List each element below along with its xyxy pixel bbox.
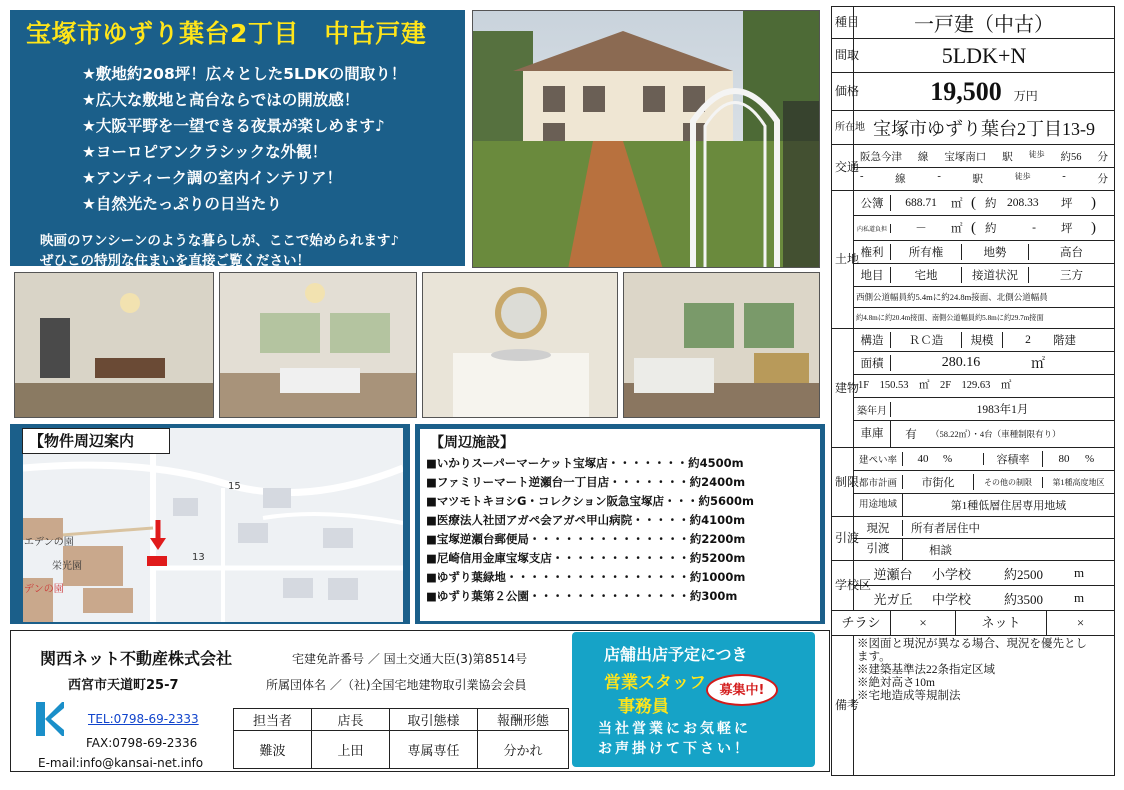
staff-header: 担当者 bbox=[234, 709, 312, 731]
map-label-eden: エデンの園 bbox=[24, 537, 74, 548]
road-note-1: 西側公道幅員約5.4mに約24.8m接面、北側公道幅員 bbox=[854, 287, 1114, 308]
city-plan-row bbox=[854, 471, 1114, 494]
category-value: 宅地 bbox=[891, 267, 962, 283]
elementary-distance: 約2500 bbox=[1004, 566, 1044, 582]
tagline-2: ぜひこの特別な住まいを直接ご覧ください！ bbox=[40, 253, 310, 269]
listing-title: 宝塚市ゆずり葉台2丁目 中古戸建 bbox=[26, 19, 427, 48]
feature-6: ★自然光たっぷりの日当たり bbox=[82, 195, 282, 213]
remark-3: ※建築基準法22条指定区域 bbox=[857, 664, 995, 676]
terrain-value: 高台 bbox=[1060, 247, 1083, 259]
garage-note: （58.22㎡）・4台（車種制限有り） bbox=[931, 429, 1061, 439]
elementary-unit: m bbox=[1074, 565, 1085, 580]
access-time: 約56 bbox=[1060, 152, 1082, 163]
access-line: 阪急今津 bbox=[860, 152, 902, 163]
property-type: 一戸建（中古） bbox=[854, 7, 1115, 39]
junior-high-unit: m bbox=[1074, 590, 1085, 605]
remark-4: ※絶対高さ10m bbox=[857, 677, 935, 689]
status-value: 所有者居住中 bbox=[911, 522, 980, 535]
bcr-label: 建ぺい率 bbox=[854, 452, 903, 466]
area-map[interactable] bbox=[23, 428, 403, 622]
company-logo-icon bbox=[36, 702, 64, 736]
floor-area-label: 面積 bbox=[854, 355, 891, 371]
ratio-row bbox=[854, 448, 1114, 471]
recruit-message-2: お声掛けて下さい！ bbox=[598, 741, 751, 757]
other-restriction-label: その他の制限 bbox=[974, 477, 1043, 488]
fax-number: FAX:0798-69-2336 bbox=[86, 736, 198, 750]
facilities-title: 【周辺施設】 bbox=[430, 435, 514, 451]
zone-row bbox=[854, 494, 1114, 516]
staff-value: 難波 bbox=[234, 731, 312, 769]
interior-photo-washroom bbox=[422, 272, 618, 418]
garage-value: 有 bbox=[905, 429, 917, 441]
private-road-area: － bbox=[915, 223, 927, 235]
facility-item: ■いかりスーパーマーケット宝塚店・・・・・・・約4500m bbox=[426, 456, 744, 470]
land-tsubo-unit: 坪 bbox=[1061, 198, 1073, 210]
access-fun: 分 bbox=[1097, 174, 1108, 185]
right-label: 権利 bbox=[854, 244, 891, 260]
floor-detail: 1F 150.53 ㎡ 2F 129.63 ㎡ bbox=[854, 375, 1114, 398]
floor-area-row bbox=[854, 352, 1114, 375]
access-eki: 駅 bbox=[972, 174, 983, 185]
map-label-eiko: 栄光園 bbox=[52, 561, 82, 572]
staff-header: 店長 bbox=[312, 709, 390, 731]
recruit-staff: 営業スタッフ bbox=[604, 673, 706, 693]
structure-value: ＲＣ造 bbox=[891, 332, 962, 348]
recruit-headline: 店舗出店予定につき bbox=[604, 645, 748, 664]
license-number: 宅建免許番号 ／ 国土交通大臣(3)第8514号 bbox=[292, 652, 528, 666]
feature-2: ★広大な敷地と高台ならではの開放感！ bbox=[82, 91, 360, 109]
access-label: 交通 bbox=[832, 145, 854, 191]
recruit-message-1: 当社営業にお気軽に bbox=[598, 721, 751, 737]
paren-open: ( bbox=[971, 219, 976, 236]
facility-item: ■マツモトキヨシG・コレクション阪急宝塚店・・・約5600m bbox=[426, 494, 754, 508]
junior-high-type: 中学校 bbox=[932, 591, 972, 607]
access-eki: 駅 bbox=[1002, 152, 1013, 163]
access-station: - bbox=[937, 171, 941, 182]
handover-label: 引渡 bbox=[832, 517, 854, 561]
timing-value: 相談 bbox=[929, 544, 952, 557]
address-value: 宝塚市ゆずり葉台2丁目13-9 bbox=[854, 111, 1115, 145]
staff-header: 報酬形態 bbox=[478, 709, 569, 731]
staff-value: 上田 bbox=[312, 731, 390, 769]
recruit-badge: 募集中! bbox=[706, 674, 778, 706]
junior-high-distance: 約3500 bbox=[1004, 591, 1044, 607]
structure-row bbox=[854, 329, 1114, 352]
far-label: 容積率 bbox=[984, 451, 1043, 467]
paren-close: ) bbox=[1091, 219, 1096, 236]
floor-area-unit: ㎡ bbox=[1031, 357, 1045, 372]
recruit-clerk: 事務員 bbox=[618, 697, 669, 717]
staff-header: 取引態様 bbox=[390, 709, 478, 731]
tagline-1: 映画のワンシーンのような暮らしが、ここで始められます♪ bbox=[40, 233, 400, 249]
email-address[interactable]: E-mail:info@kansai-net.info bbox=[38, 756, 204, 770]
access-fun: 分 bbox=[1097, 152, 1108, 163]
facility-item: ■ゆずり葉緑地・・・・・・・・・・・・・・・・約1000m bbox=[426, 570, 746, 584]
facility-item: ■ファミリーマート逆瀬台一丁目店・・・・・・・約2400m bbox=[426, 475, 746, 489]
access-sen: 線 bbox=[895, 174, 906, 185]
access-sen: 線 bbox=[917, 152, 929, 163]
interior-photo-dining bbox=[14, 272, 214, 418]
remark-2: ます。 bbox=[857, 651, 891, 663]
staff-value: 分かれ bbox=[478, 731, 569, 769]
interior-photo-bedroom bbox=[623, 272, 820, 418]
land-label: 土地 bbox=[832, 191, 854, 329]
school-label: 学校区 bbox=[832, 561, 854, 611]
staff-table bbox=[233, 708, 569, 769]
elementary-type: 小学校 bbox=[932, 566, 972, 582]
elementary-row bbox=[854, 561, 1114, 586]
road-value: 三方 bbox=[1060, 270, 1083, 282]
access-walk: 徒歩 bbox=[1028, 150, 1045, 159]
remark-1: ※図面と現況が異なる場合、現況を優先とし bbox=[857, 638, 1087, 650]
access-row-2 bbox=[854, 168, 1114, 189]
structure-label: 構造 bbox=[854, 332, 891, 348]
floor-area-value: 280.16 bbox=[941, 355, 981, 370]
restriction-label: 制限 bbox=[832, 448, 854, 517]
category-row bbox=[854, 264, 1114, 287]
paren-open: ( bbox=[971, 194, 976, 211]
land-tsubo: 208.33 bbox=[1007, 197, 1039, 209]
far-pct: % bbox=[1085, 453, 1095, 465]
city-plan-value: 市街化 bbox=[903, 474, 974, 490]
floors-value: 2 bbox=[1025, 334, 1031, 346]
access-row-1 bbox=[854, 146, 1114, 168]
feature-1: ★敷地約208坪！広々とした5LDKの間取り！ bbox=[82, 65, 407, 83]
access-time: - bbox=[1062, 171, 1066, 182]
staff-value: 専属専任 bbox=[390, 731, 478, 769]
land-area-row bbox=[854, 191, 1114, 216]
city-plan-label: 都市計画 bbox=[854, 475, 903, 489]
far-value: 80 bbox=[1058, 453, 1070, 465]
access-station: 宝塚南口 bbox=[944, 152, 987, 163]
facility-item: ■医療法人社団アガペ会アガペ甲山病院・・・・・約4100m bbox=[426, 513, 746, 527]
bcr-pct: % bbox=[943, 453, 984, 465]
price-value: 19,500 bbox=[930, 76, 1002, 106]
elementary-name: 逆瀬台 bbox=[873, 566, 913, 582]
company-name: 関西ネット不動産株式会社 bbox=[40, 649, 233, 668]
other-restriction-value: 第1種高度地区 bbox=[1052, 477, 1105, 487]
map-label-eden2: デンの園 bbox=[24, 584, 64, 595]
flyer-label: チラシ bbox=[832, 611, 891, 635]
price-label: 価格 bbox=[832, 73, 854, 111]
flyer-value: × bbox=[891, 611, 956, 635]
zone-value: 第1種低層住居専用地域 bbox=[950, 500, 1067, 512]
feature-4: ★ヨーロピアンクラシックな外観！ bbox=[82, 143, 328, 161]
paren-close: ) bbox=[1091, 194, 1096, 211]
company-address: 西宮市天道町25-7 bbox=[68, 678, 179, 693]
category-label: 地目 bbox=[854, 267, 891, 283]
exterior-photo bbox=[472, 10, 820, 268]
feature-5: ★アンティーク調の室内インテリア！ bbox=[82, 169, 343, 187]
timing-row bbox=[854, 539, 1114, 560]
junior-high-row bbox=[854, 586, 1114, 610]
land-area: 688.71 bbox=[905, 197, 937, 209]
land-m2: ㎡ bbox=[951, 198, 963, 210]
map-label-13: 13 bbox=[192, 552, 205, 563]
facility-item: ■ゆずり葉第２公園・・・・・・・・・・・・・・約300m bbox=[426, 589, 738, 603]
built-row bbox=[854, 398, 1114, 421]
facility-item: ■宝塚逆瀬台郵便局・・・・・・・・・・・・・・約2200m bbox=[426, 532, 746, 546]
building-label: 建物 bbox=[832, 329, 854, 448]
price-unit: 万円 bbox=[1013, 88, 1038, 103]
right-row bbox=[854, 241, 1114, 264]
land-yaku: 約 bbox=[985, 223, 997, 235]
remarks-label: 備考 bbox=[832, 636, 854, 776]
road-label: 接道状況 bbox=[962, 267, 1029, 283]
status-row bbox=[854, 517, 1114, 539]
right-value: 所有権 bbox=[891, 244, 962, 260]
land-tsubo-unit: 坪 bbox=[1061, 223, 1073, 235]
interior-photo-living bbox=[219, 272, 417, 418]
terrain-label: 地勢 bbox=[962, 244, 1029, 260]
built-value: 1983年1月 bbox=[976, 404, 1029, 416]
floors-unit: 階建 bbox=[1053, 335, 1076, 347]
map-title: 【物件周辺案内 bbox=[22, 428, 170, 454]
facility-item: ■尼崎信用金庫宝塚支店・・・・・・・・・・・・約5200m bbox=[426, 551, 746, 565]
status-label: 現況 bbox=[854, 520, 903, 536]
private-road-row bbox=[854, 216, 1114, 241]
bcr-value: 40 bbox=[917, 453, 929, 465]
spec-table bbox=[831, 6, 1114, 770]
address-label: 所在地 bbox=[832, 111, 854, 145]
layout-label: 間取 bbox=[832, 39, 854, 73]
ad-row bbox=[832, 611, 1114, 635]
private-road-label: 内私道負担 bbox=[854, 224, 891, 233]
access-walk: 徒歩 bbox=[1014, 172, 1031, 181]
map-label-15: 15 bbox=[228, 481, 241, 492]
land-yaku: 約 bbox=[985, 198, 997, 210]
built-label: 築年月 bbox=[854, 402, 891, 417]
layout-value: 5LDK+N bbox=[854, 39, 1115, 73]
remark-5: ※宅地造成等規制法 bbox=[857, 690, 961, 702]
timing-label: 引渡 bbox=[854, 539, 903, 560]
garage-row bbox=[854, 421, 1114, 447]
net-label: ネット bbox=[956, 611, 1047, 635]
association: 所属団体名 ／（社)全国宅地建物取引業協会会員 bbox=[266, 678, 527, 692]
type-label: 種目 bbox=[832, 7, 854, 39]
zone-label: 用途地域 bbox=[854, 494, 903, 516]
private-road-tsubo: - bbox=[1032, 222, 1036, 234]
feature-3: ★大阪平野を一望できる夜景が楽しめます♪ bbox=[82, 117, 385, 135]
net-value: × bbox=[1076, 615, 1085, 630]
land-koubo: 公簿 bbox=[854, 195, 891, 211]
road-note-2: 約4.8mに約20.4m接面、南側公道幅員約5.8mに約29.7m接面 bbox=[856, 314, 1044, 322]
garage-label: 車庫 bbox=[854, 421, 891, 447]
junior-high-name: 光ガ丘 bbox=[873, 591, 913, 607]
land-m2: ㎡ bbox=[951, 223, 963, 235]
scale-label: 規模 bbox=[962, 332, 1003, 348]
phone-link[interactable]: TEL:0798-69-2333 bbox=[88, 712, 199, 726]
access-line: - bbox=[860, 171, 864, 182]
